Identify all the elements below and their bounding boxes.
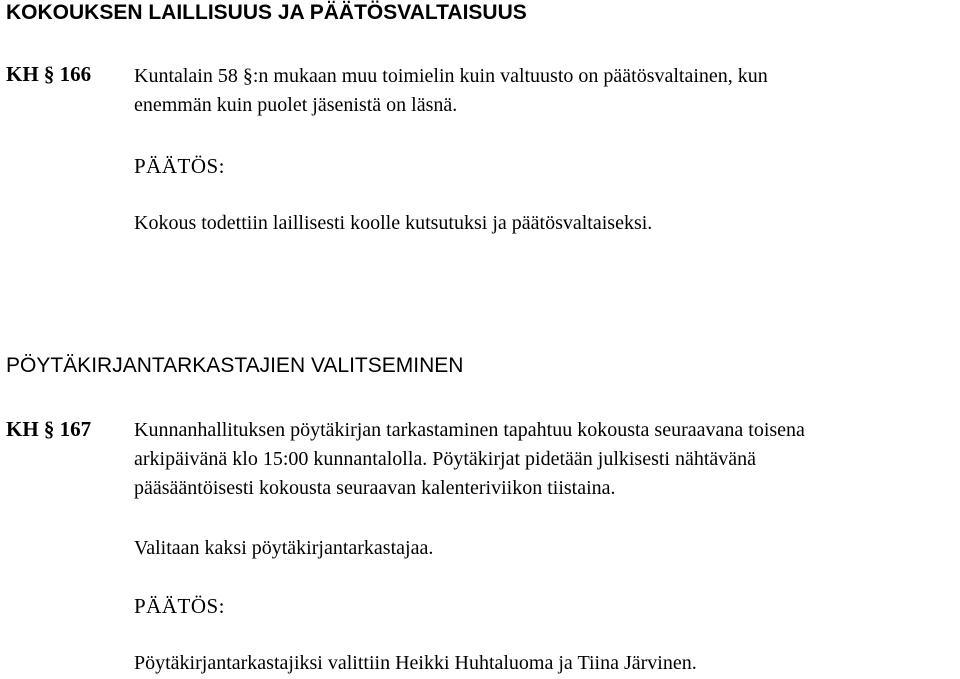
decision-text-167: Pöytäkirjantarkastajiksi valittiin Heikki Huhtaluoma ja Tiina Järvinen. — [134, 652, 697, 674]
section-heading-legality: KOKOUKSEN LAILLISUUS JA PÄÄTÖSVALTAISUUS — [6, 1, 527, 24]
decision-text-166: Kokous todettiin laillisesti koolle kutsutuksi ja päätösvaltaiseksi. — [134, 212, 653, 234]
proposal-text-167: Valitaan kaksi pöytäkirjantarkastajaa. — [134, 537, 434, 559]
body-line: arkipäivänä klo 15:00 kunnantalolla. Pöytäkirjat pidetään julkisesti nähtävänä — [134, 448, 757, 470]
body-line: Kunnanhallituksen pöytäkirjan tarkastaminen tapahtuu kokousta seuraavana toisena — [134, 419, 805, 441]
body-line: enemmän kuin puolet jäsenistä on läsnä. — [134, 94, 458, 116]
item-166-body — [134, 62, 768, 120]
body-line: pääsääntöisesti kokousta seuraavan kalenteriviikon tiistaina. — [134, 477, 616, 499]
section-heading-minutes-checkers: PÖYTÄKIRJANTARKASTAJIEN VALITSEMINEN — [6, 354, 464, 377]
item-167-body — [134, 416, 805, 503]
item-number-166: KH § 166 — [6, 62, 92, 86]
body-line: Kuntalain 58 §:n mukaan muu toimielin kuin valtuusto on päätösvaltainen, kun — [134, 65, 768, 87]
decision-label-167: PÄÄTÖS: — [134, 594, 226, 618]
decision-label-166: PÄÄTÖS: — [134, 154, 226, 178]
item-number-167: KH § 167 — [6, 417, 92, 441]
